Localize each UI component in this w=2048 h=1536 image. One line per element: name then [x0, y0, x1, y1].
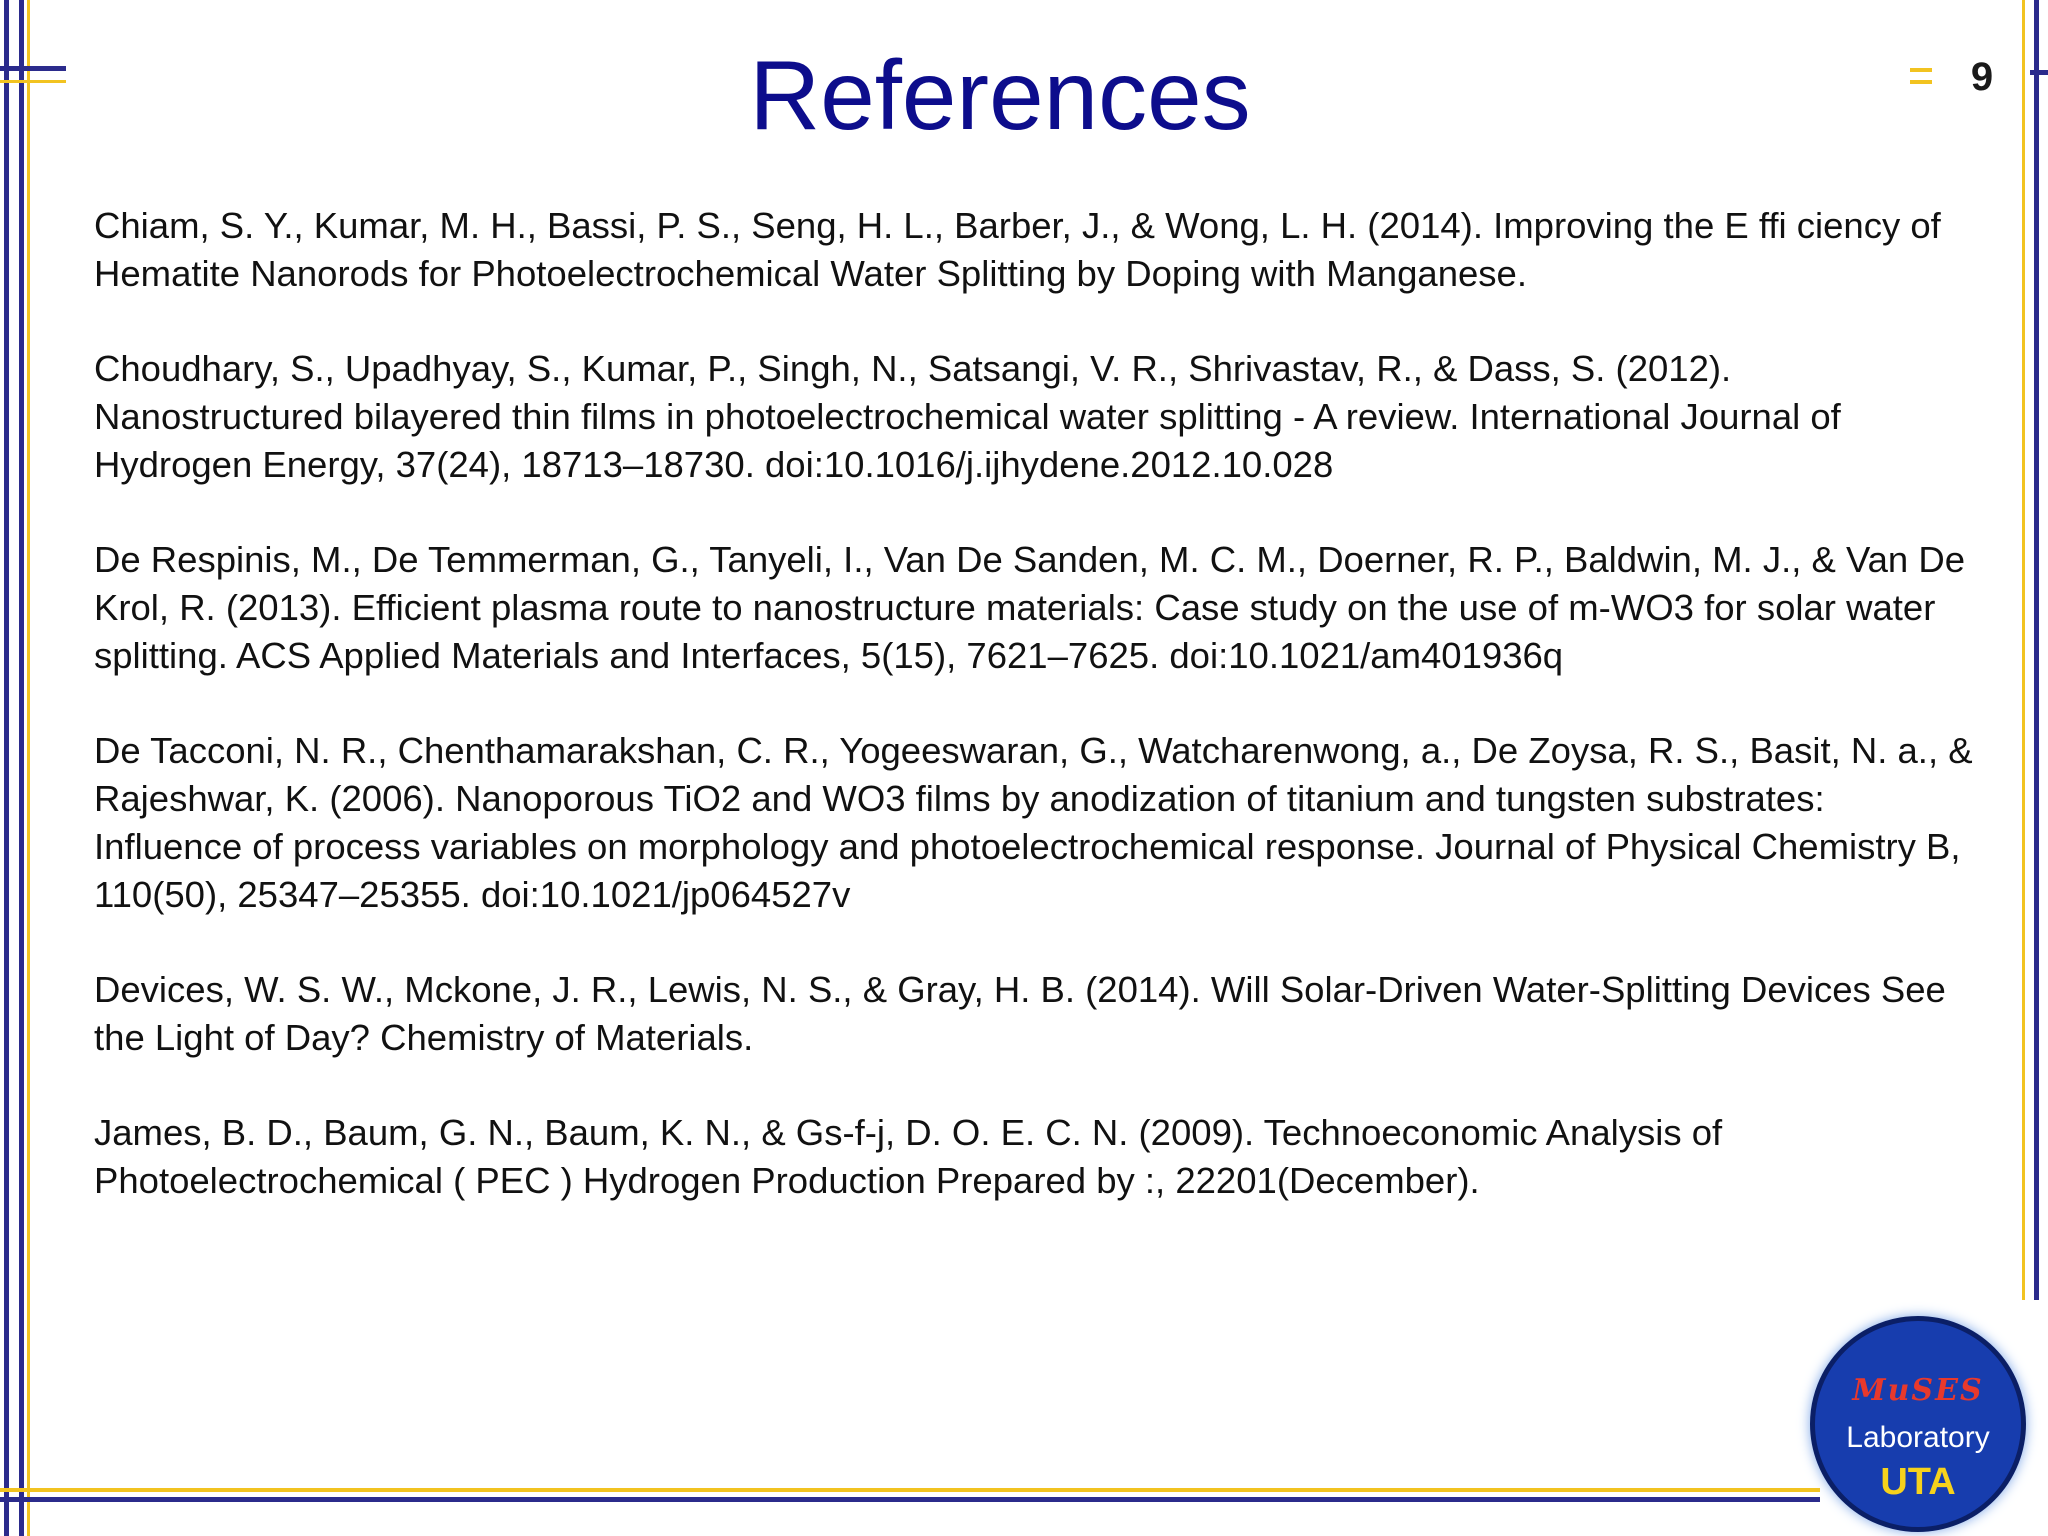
frame-right-gold — [2022, 0, 2025, 1300]
reference-item: Choudhary, S., Upadhyay, S., Kumar, P., Singh, N., Satsangi, V. R., Shrivastav, R., & Dass, S. (2012). Nanostructured bilayered thin films in photoelectrochemical water splitting - A review. International Journal of Hydrogen Energy, 37(24), 18713–18730. doi:10.1016/j.ijhydene.2012.10.028 — [94, 348, 1841, 485]
reference-item: De Respinis, M., De Temmerman, G., Tanyeli, I., Van De Sanden, M. C. M., Doerner, R. P., Baldwin, M. J., & Van De Krol, R. (2013). Efficient plasma route to nanostructure materials: Case study on the use of m-WO3 for solar water splitting. ACS Applied Materials and Interfaces, 5(15), 7621–7625. doi:10.1021/am401936q — [94, 539, 1966, 676]
reference-list — [94, 202, 1974, 1252]
muses-lab-logo — [1806, 1296, 2048, 1536]
frame-left-gold — [27, 0, 30, 1536]
frame-right-navy — [2034, 0, 2039, 1300]
frame-top-right-navy — [2030, 70, 2048, 75]
reference-item: James, B. D., Baum, G. N., Baum, K. N., & Gs-f-j, D. O. E. C. N. (2009). Technoeconomic Analysis of Photoelectrochemical ( PEC ) Hydrogen Production Prepared by :, 22201(December). — [94, 1112, 1723, 1201]
reference-item: Devices, W. S. W., Mckone, J. R., Lewis, N. S., & Gray, H. B. (2014). Will Solar-Driven Water-Splitting Devices See the Light of Day? Chemistry of Materials. — [94, 969, 1946, 1058]
frame-bottom-gold — [0, 1488, 1820, 1492]
frame-left-navy-2 — [19, 0, 24, 1536]
logo-muses-text: MuSES — [1852, 1373, 1984, 1408]
frame-left-navy-1 — [4, 0, 9, 1536]
frame-bottom-navy — [0, 1497, 1820, 1502]
logo-circle — [1810, 1316, 2026, 1532]
logo-uta-text: UTA — [1880, 1461, 1956, 1503]
logo-laboratory-text: Laboratory — [1846, 1421, 1990, 1454]
page-number: 9 — [1970, 55, 1994, 99]
reference-item: Chiam, S. Y., Kumar, M. H., Bassi, P. S., Seng, H. L., Barber, J., & Wong, L. H. (2014). Improving the E ffi ciency of Hematite Nanorods for Photoelectrochemical Water Splitting by Doping with Manganese. — [94, 205, 1941, 294]
page-title: References — [749, 40, 1251, 150]
reference-item: De Tacconi, N. R., Chenthamarakshan, C. R., Yogeeswaran, G., Watcharenwong, a., De Zoysa, R. S., Basit, N. a., & Rajeshwar, K. (2006). Nanoporous TiO2 and WO3 films by anodization of titanium and tungsten substrates: Influence of process variables on morphology and photoelectrochemical response. Journal of Physical Chemistry B, 110(50), 25347–25355. doi:10.1021/jp064527v — [94, 730, 1973, 915]
